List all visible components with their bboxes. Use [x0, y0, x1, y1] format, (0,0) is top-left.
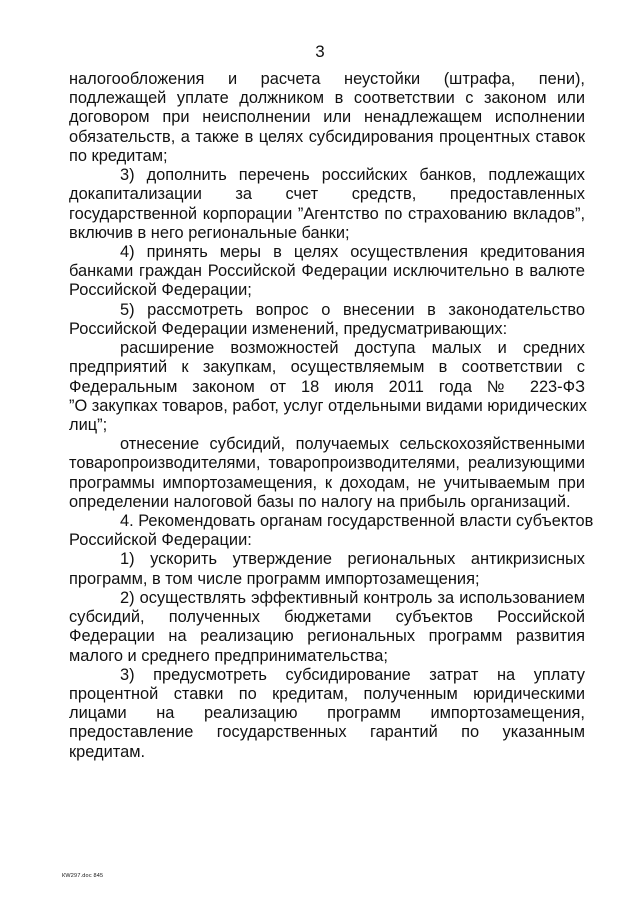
- text-line: лицами на реализацию программ импортозамещения,: [69, 704, 585, 723]
- text-line: государственной корпорации ”Агентство по страхованию вкладов”,: [69, 204, 585, 223]
- text-line: 1) ускорить утверждение региональных антикризисных: [120, 550, 585, 569]
- text-line: Российской Федерации;: [69, 281, 252, 300]
- text-line: договором при неисполнении или ненадлежащем исполнении: [69, 108, 585, 127]
- paragraph-procurement-access: [69, 339, 585, 435]
- text-line: Российской Федерации:: [69, 531, 252, 550]
- paragraph-item-4-lending: [69, 243, 585, 301]
- text-line: малого и среднего предпринимательства;: [69, 646, 388, 665]
- text-line: предприятий к закупкам, осуществляемым в соответствии с: [69, 358, 585, 377]
- page-number: 3: [315, 42, 325, 61]
- text-line: включив в него региональные банки;: [69, 223, 350, 242]
- text-line: программ, в том числе программ импортозамещения;: [69, 569, 480, 588]
- text-line: 3) предусмотреть субсидирование затрат на уплату: [120, 665, 585, 684]
- text-line: налогообложения и расчета неустойки (штрафа, пени),: [69, 70, 585, 88]
- text-line: 4. Рекомендовать органам государственной власти субъектов: [120, 512, 594, 531]
- text-line: субсидий, полученных бюджетами субъектов Российской: [69, 608, 585, 627]
- text-line: расширение возможностей доступа малых и средних: [120, 339, 585, 358]
- text-line: Российской Федерации изменений, предусматривающих:: [69, 319, 508, 338]
- text-line: ”О закупках товаров, работ, услуг отдельными видами юридических: [69, 396, 587, 415]
- text-line: 5) рассмотреть вопрос о внесении в законодательство: [120, 300, 585, 319]
- text-line: кредитам.: [69, 742, 146, 761]
- text-line: предоставление государственных гарантий по указанным: [69, 723, 585, 742]
- text-line: по кредитам;: [69, 146, 168, 165]
- text-line: подлежащей уплате должником в соответствии с законом или: [69, 89, 585, 108]
- text-line: лиц”;: [69, 415, 108, 434]
- document-body: [69, 70, 594, 762]
- text-line: банками граждан Российской Федерации исключительно в валюте: [69, 262, 585, 281]
- document-footer-code: КW297.doc 845: [62, 873, 104, 879]
- text-line: 4) принять меры в целях осуществления кредитования: [120, 242, 585, 261]
- text-line: Федеральным законом от 18 июля 2011 года № 223-ФЗ: [69, 377, 585, 396]
- text-line: обязательств, а также в целях субсидирования процентных ставок: [69, 127, 585, 146]
- paragraph-section-4: [69, 512, 594, 550]
- text-line: программы импортозамещения, к доходам, не учитываемым при: [69, 473, 585, 492]
- text-line: 3) дополнить перечень российских банков, подлежащих: [120, 166, 585, 185]
- text-line: товаропроизводителями, товаропроизводителями, реализующими: [69, 454, 585, 473]
- text-line: докапитализации за счет средств, предоставленных: [69, 185, 585, 204]
- text-line: отнесение субсидий, получаемых сельскохозяйственными: [120, 435, 585, 454]
- paragraph-item-2-control: [69, 589, 585, 666]
- text-line: определении налоговой базы по налогу на прибыль организаций.: [69, 492, 571, 511]
- text-line: Федерации на реализацию региональных программ развития: [69, 627, 585, 646]
- paragraph-item-3-interest: [69, 666, 585, 762]
- paragraph-tax-penalty: [69, 70, 585, 166]
- paragraph-subsidies-income: [69, 435, 585, 512]
- text-line: 2) осуществлять эффективный контроль за использованием: [120, 588, 585, 607]
- paragraph-item-1-anticrisis: [69, 550, 585, 588]
- paragraph-item-5-legislation: [69, 301, 585, 339]
- paragraph-item-3-banks: [69, 166, 585, 243]
- text-line: процентной ставки по кредитам, полученным юридическими: [69, 685, 585, 703]
